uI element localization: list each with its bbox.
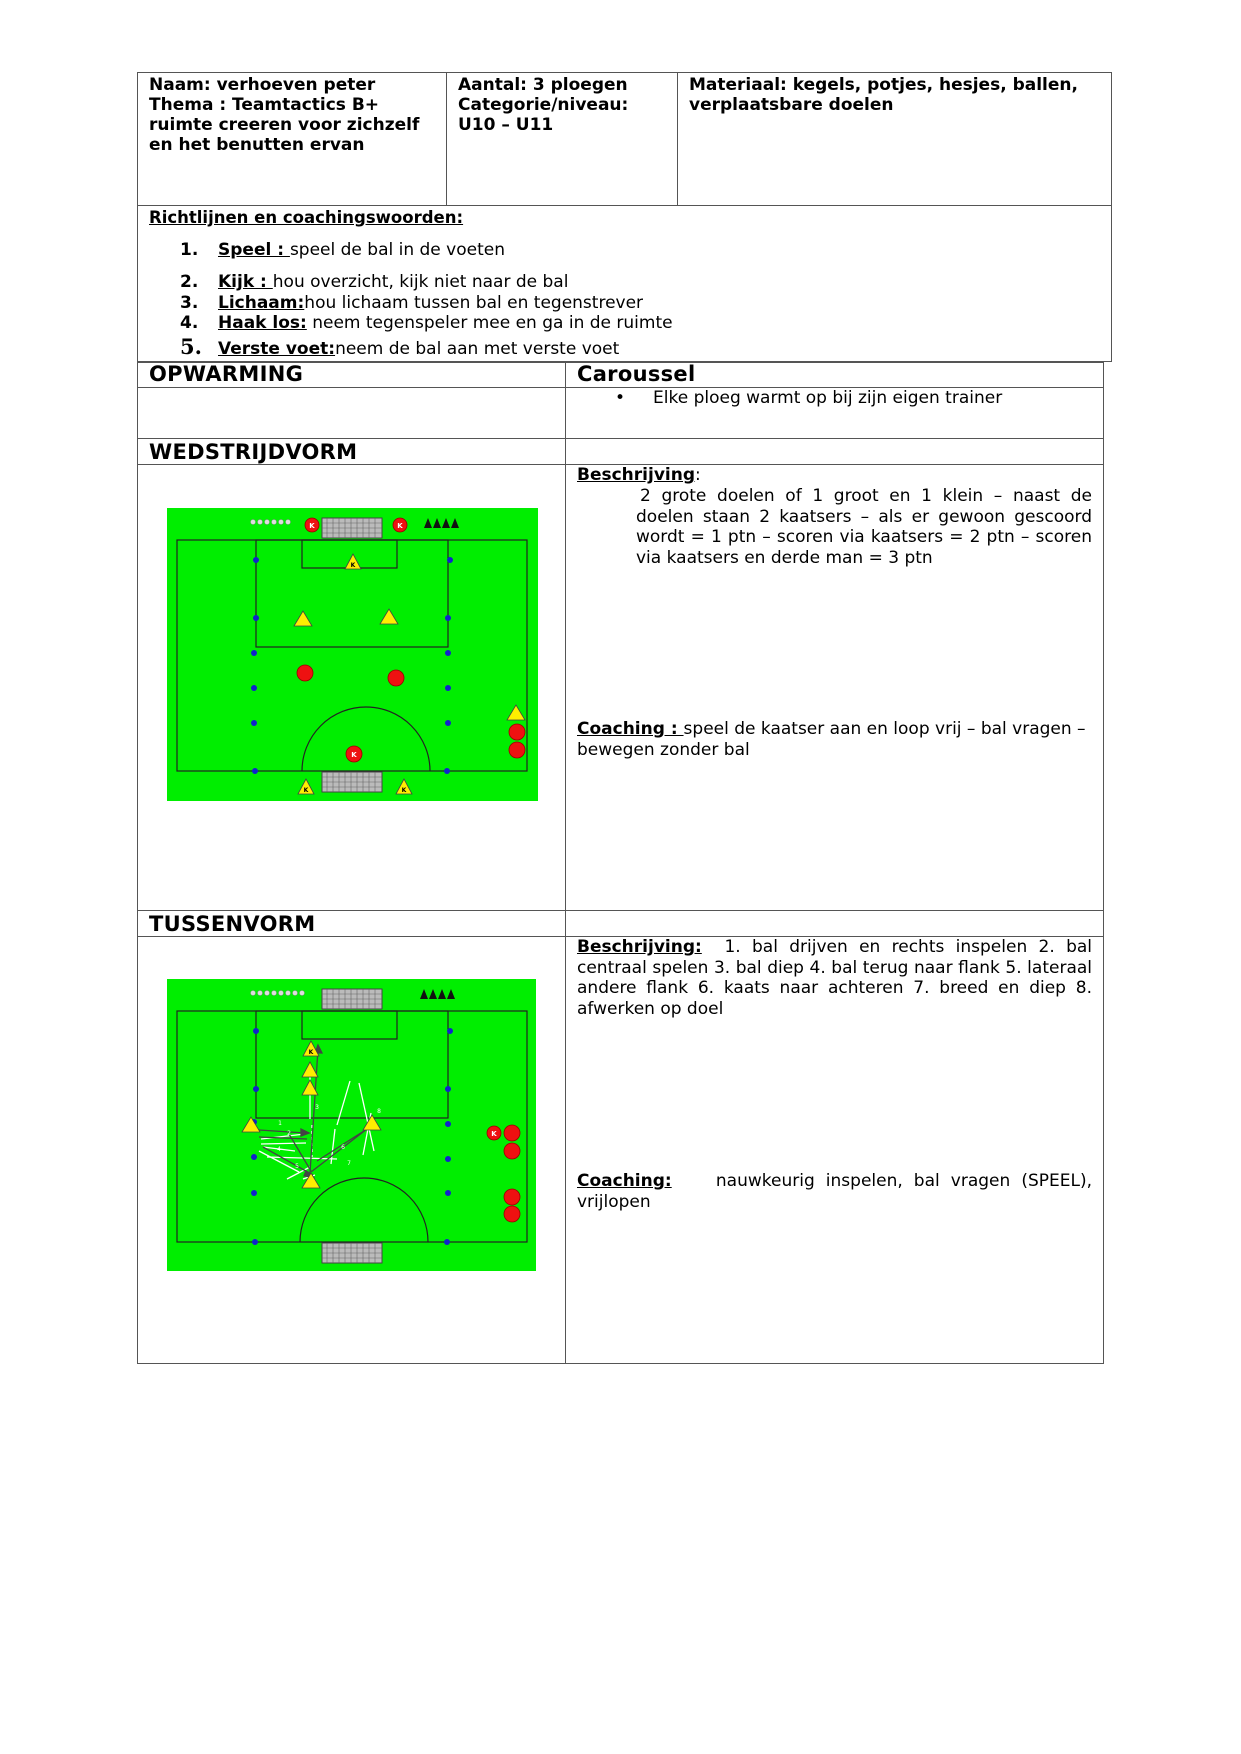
guideline-number: 4.: [180, 313, 199, 333]
pass-number: 4: [277, 1146, 281, 1153]
intermediate-form-diagram: [167, 979, 536, 1271]
keeper-mark-label: K: [309, 522, 315, 530]
intermediate-coach-text: nauwkeurig inspelen, bal vragen (SPEEL), vrijlopen: [577, 1171, 1092, 1212]
guideline-key: Speel :: [218, 240, 290, 260]
pitch: [167, 979, 536, 1271]
pass-number: 6: [341, 1144, 345, 1151]
keeper-mark-label: K: [401, 787, 407, 794]
player-red: [504, 1189, 520, 1205]
pass-number: 1: [278, 1120, 282, 1127]
match-coaching: [577, 719, 1092, 760]
bullet-icon: •: [615, 388, 626, 408]
guideline-text: hou overzicht, kijk niet naar de bal: [272, 272, 569, 292]
pass-number: 8: [377, 1108, 381, 1115]
header-theme-line2: ruimte creeren voor zichzelf: [149, 115, 420, 135]
pass-number: 3: [315, 1104, 319, 1111]
keeper-mark-label: K: [308, 1049, 314, 1056]
warmup-bullet-text: Elke ploeg warmt op bij zijn eigen trainer: [653, 388, 1003, 408]
guideline-text: speel de bal in de voeten: [289, 240, 505, 260]
header-name-theme: [139, 73, 444, 157]
pass-number: 2: [287, 1130, 291, 1137]
match-desc-label: Beschrijving: [577, 465, 696, 485]
match-form-diagram: [167, 508, 538, 801]
pass-number: 7: [347, 1160, 351, 1167]
keeper-mark-label: K: [491, 1130, 497, 1138]
player-red: [297, 665, 313, 681]
header-material: [679, 73, 1109, 117]
main-divider: [565, 362, 566, 1364]
guideline-number: 5.: [180, 334, 202, 359]
match-desc-text: 2 grote doelen of 1 groot en 1 klein – naast de doelen staan 2 kaatsers – als er gewoon gescoord wordt = 1 ptn – scoren via kaatsers = 2 ptn – scoren via kaatsers en derde man = 3 ptn: [636, 486, 1092, 568]
match-desc-colon: :: [695, 465, 701, 485]
player-red: [504, 1143, 520, 1159]
intermediate-coach-label: Coaching:: [577, 1171, 672, 1191]
warmup-right-title: Caroussel: [577, 362, 696, 386]
guideline-text: neem de bal aan met verste voet: [335, 339, 620, 359]
match-form-title: WEDSTRIJDVORM: [149, 440, 358, 464]
guideline-text: neem tegenspeler mee en ga in de ruimte: [306, 313, 673, 333]
row-line: [137, 910, 1104, 911]
header-name: Naam: verhoeven peter: [149, 75, 376, 95]
keeper-mark-label: K: [397, 522, 403, 530]
header-material-line2: verplaatsbare doelen: [689, 95, 894, 115]
player-red: [509, 742, 525, 758]
pass-number: 5: [295, 1163, 299, 1170]
keeper-mark-label: K: [351, 751, 357, 759]
guideline-text: hou lichaam tussen bal en tegenstrever: [304, 293, 644, 313]
guideline-number: 3.: [180, 293, 199, 313]
guideline-item: [180, 293, 643, 313]
row-line: [137, 438, 1104, 439]
intermediate-form-title: TUSSENVORM: [149, 912, 316, 936]
guideline-item: [180, 272, 568, 292]
guideline-number: 2.: [180, 272, 199, 292]
guideline-key: Haak los:: [218, 313, 307, 333]
guideline-item: [180, 313, 673, 333]
intermediate-description: [577, 937, 1092, 1019]
guideline-item: [180, 334, 619, 359]
header-divider-1: [446, 72, 447, 206]
header-theme-line3: en het benutten ervan: [149, 135, 365, 155]
guidelines-title: Richtlijnen en coachingswoorden:: [149, 208, 464, 227]
intermediate-coaching: [577, 1171, 1092, 1212]
header-theme: Thema : Teamtactics B+: [149, 95, 380, 115]
guideline-key: Verste voet:: [218, 339, 336, 359]
intermediate-desc-label: Beschrijving:: [577, 937, 702, 957]
intermediate-desc-text: 1. bal drijven en rechts inspelen 2. bal centraal spelen 3. bal diep 4. bal terug naar flank 5. lateraal andere flank 6. kaats naar achteren 7. breed en diep 8. afwerken op doel: [577, 937, 1092, 1019]
guideline-item: [180, 240, 505, 260]
match-coach-label: Coaching :: [577, 719, 684, 739]
match-coach-text: speel de kaatser aan en loop vrij – bal vragen – bewegen zonder bal: [577, 719, 1086, 760]
player-red: [504, 1125, 520, 1141]
guideline-key: Kijk :: [218, 272, 273, 292]
keeper-mark-label: K: [303, 787, 309, 794]
match-desc-label-line: [577, 465, 701, 486]
header-divider-2: [677, 72, 678, 206]
player-red: [509, 724, 525, 740]
header-count-level: [448, 73, 676, 137]
player-red: [504, 1206, 520, 1222]
header-category: Categorie/niveau:: [458, 95, 629, 115]
header-material-line1: Materiaal: kegels, potjes, hesjes, ballen,: [689, 75, 1078, 95]
guideline-key: Lichaam:: [218, 293, 305, 313]
guideline-number: 1.: [180, 240, 199, 260]
header-level: U10 – U11: [458, 115, 554, 135]
header-count: Aantal: 3 ploegen: [458, 75, 628, 95]
keeper-mark-label: K: [350, 562, 356, 569]
player-red: [388, 670, 404, 686]
warmup-title: OPWARMING: [149, 362, 304, 386]
